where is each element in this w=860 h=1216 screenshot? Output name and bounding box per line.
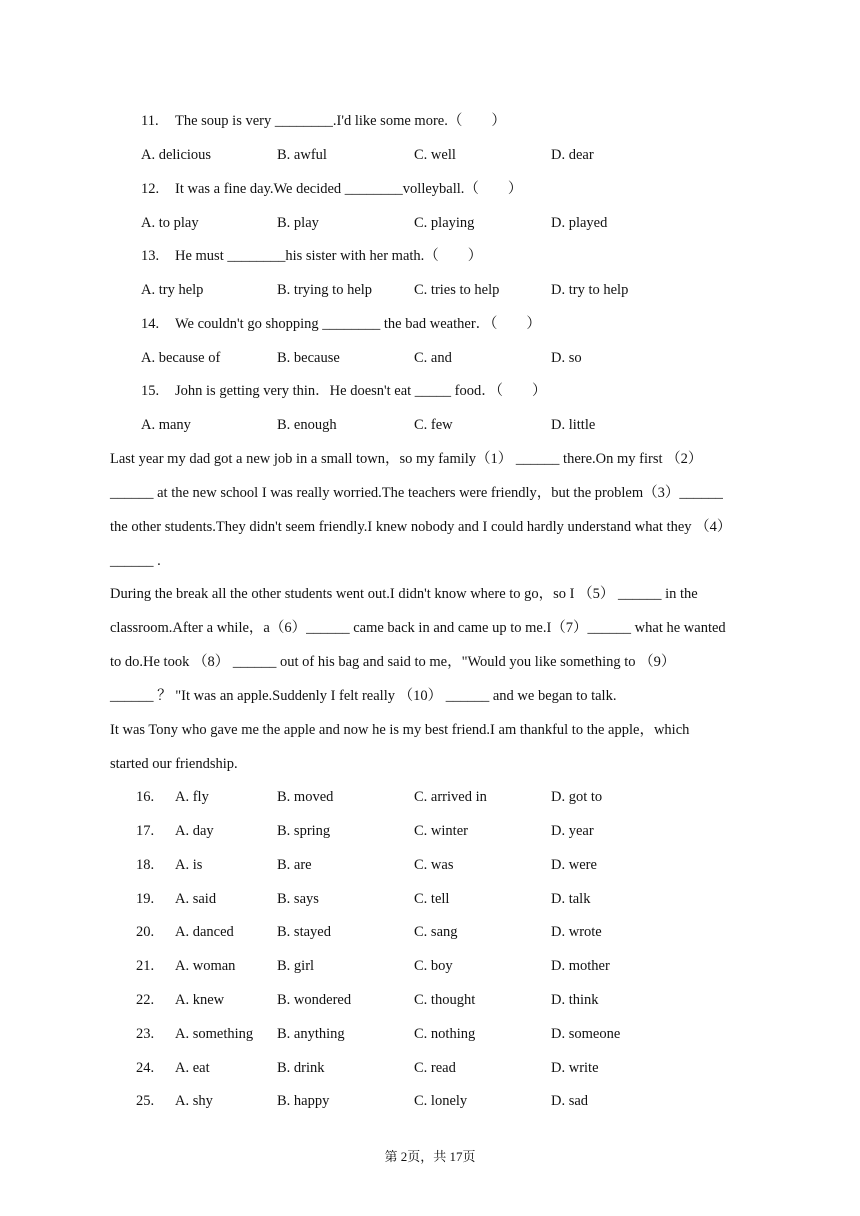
option-b: B. girl (277, 958, 315, 974)
option-a: A. knew (175, 992, 225, 1008)
page-footer: 第 2页，共 17页 (384, 1149, 476, 1164)
option-b: B. spring (277, 823, 331, 839)
option-a: A. eat (175, 1060, 210, 1076)
question-number: 21. (136, 958, 155, 974)
option-c: C. few (414, 417, 453, 433)
option-a: A. to play (141, 215, 199, 231)
question-number: 18. (136, 857, 155, 873)
cloze-option-row (0, 1058, 860, 1078)
option-b: B. drink (277, 1060, 325, 1076)
option-c: C. winter (414, 823, 468, 839)
option-d: D. think (551, 992, 599, 1008)
question-number: 22. (136, 992, 155, 1008)
cloze-option-row (0, 855, 860, 875)
passage-line: During the break all the other students went out.I didn't know where to go，so I （5） ______ in the (110, 586, 698, 602)
option-d: D. were (551, 857, 597, 873)
option-row (0, 348, 860, 368)
option-d: D. someone (551, 1026, 621, 1042)
passage-line: It was Tony who gave me the apple and now he is my best friend.I am thankful to the apple，which (110, 722, 690, 738)
option-a: A. many (141, 417, 191, 433)
option-c: C. boy (414, 958, 453, 974)
option-d: D. mother (551, 958, 610, 974)
question-number: 13. (141, 248, 160, 264)
question-number: 20. (136, 924, 155, 940)
passage-line: ______ ？ "It was an apple.Suddenly I felt really （10） ______ and we began to talk. (110, 688, 617, 704)
option-d: D. got to (551, 789, 603, 805)
option-b: B. happy (277, 1093, 330, 1109)
question-row (0, 246, 860, 266)
passage-line: ______ . (110, 553, 161, 569)
option-row (0, 280, 860, 300)
option-b: B. moved (277, 789, 334, 805)
option-a: A. because of (141, 350, 221, 366)
question-row (0, 111, 860, 131)
question-row (0, 314, 860, 334)
passage-line: classroom.After a while，a（6）______ came back in and came up to me.I（7）______ what he wanted (110, 620, 726, 636)
passage-line: the other students.They didn't seem friendly.I knew nobody and I could hardly understand what they （4） (110, 519, 732, 535)
question-number: 15. (141, 383, 160, 399)
cloze-option-row (0, 787, 860, 807)
question-stem: It was a fine day.We decided ________volleyball.（ ） (175, 181, 523, 197)
option-d: D. played (551, 215, 608, 231)
option-d: D. wrote (551, 924, 602, 940)
option-a: A. is (175, 857, 203, 873)
option-c: C. well (414, 147, 456, 163)
option-c: C. and (414, 350, 452, 366)
option-b: B. play (277, 215, 319, 231)
option-b: B. because (277, 350, 340, 366)
option-a: A. said (175, 891, 217, 907)
question-stem: The soup is very ________.I'd like some more.（ ） (175, 113, 506, 129)
passage-line: started our friendship. (110, 756, 238, 772)
cloze-option-row (0, 1091, 860, 1111)
cloze-option-row (0, 922, 860, 942)
question-stem: He must ________his sister with her math.（ ） (175, 248, 483, 264)
option-b: B. enough (277, 417, 337, 433)
option-c: C. lonely (414, 1093, 468, 1109)
question-number: 16. (136, 789, 155, 805)
question-row (0, 179, 860, 199)
option-d: D. try to help (551, 282, 629, 298)
question-number: 17. (136, 823, 155, 839)
passage-line: ______ at the new school I was really worried.The teachers were friendly，but the problem（3）______ (110, 485, 723, 501)
question-number: 11. (141, 113, 159, 129)
option-c: C. nothing (414, 1026, 476, 1042)
option-b: B. stayed (277, 924, 331, 940)
option-d: D. dear (551, 147, 594, 163)
option-d: D. little (551, 417, 596, 433)
option-row (0, 213, 860, 233)
option-a: A. day (175, 823, 214, 839)
question-number: 25. (136, 1093, 155, 1109)
option-c: C. tries to help (414, 282, 500, 298)
question-row (0, 381, 860, 401)
question-stem: John is getting very thin．He doesn't eat _____ food．（ ） (175, 383, 547, 399)
cloze-option-row (0, 1024, 860, 1044)
option-c: C. read (414, 1060, 456, 1076)
option-c: C. arrived in (414, 789, 487, 805)
question-number: 12. (141, 181, 160, 197)
option-b: B. awful (277, 147, 327, 163)
question-number: 24. (136, 1060, 155, 1076)
option-d: D. sad (551, 1093, 589, 1109)
option-d: D. so (551, 350, 582, 366)
option-d: D. write (551, 1060, 599, 1076)
option-a: A. shy (175, 1093, 213, 1109)
option-a: A. something (175, 1026, 254, 1042)
option-b: B. wondered (277, 992, 352, 1008)
option-a: A. delicious (141, 147, 212, 163)
cloze-option-row (0, 821, 860, 841)
option-c: C. was (414, 857, 454, 873)
option-row (0, 145, 860, 165)
option-c: C. sang (414, 924, 458, 940)
option-b: B. trying to help (277, 282, 373, 298)
option-c: C. playing (414, 215, 475, 231)
cloze-option-row (0, 990, 860, 1010)
question-number: 19. (136, 891, 155, 907)
passage-line: to do.He took （8） ______ out of his bag and said to me，"Would you like something to （9） (110, 654, 676, 670)
option-a: A. fly (175, 789, 209, 805)
option-d: D. talk (551, 891, 591, 907)
passage-line: Last year my dad got a new job in a small town，so my family（1） ______ there.On my first （2） (110, 451, 703, 467)
cloze-option-row (0, 956, 860, 976)
option-c: C. thought (414, 992, 476, 1008)
option-a: A. try help (141, 282, 204, 298)
question-stem: We couldn't go shopping ________ the bad weather．（ ） (175, 316, 541, 332)
cloze-option-row (0, 889, 860, 909)
option-c: C. tell (414, 891, 450, 907)
option-d: D. year (551, 823, 594, 839)
option-a: A. danced (175, 924, 234, 940)
question-number: 23. (136, 1026, 155, 1042)
question-number: 14. (141, 316, 160, 332)
option-a: A. woman (175, 958, 236, 974)
option-b: B. says (277, 891, 319, 907)
option-row (0, 415, 860, 435)
option-b: B. are (277, 857, 312, 873)
option-b: B. anything (277, 1026, 345, 1042)
